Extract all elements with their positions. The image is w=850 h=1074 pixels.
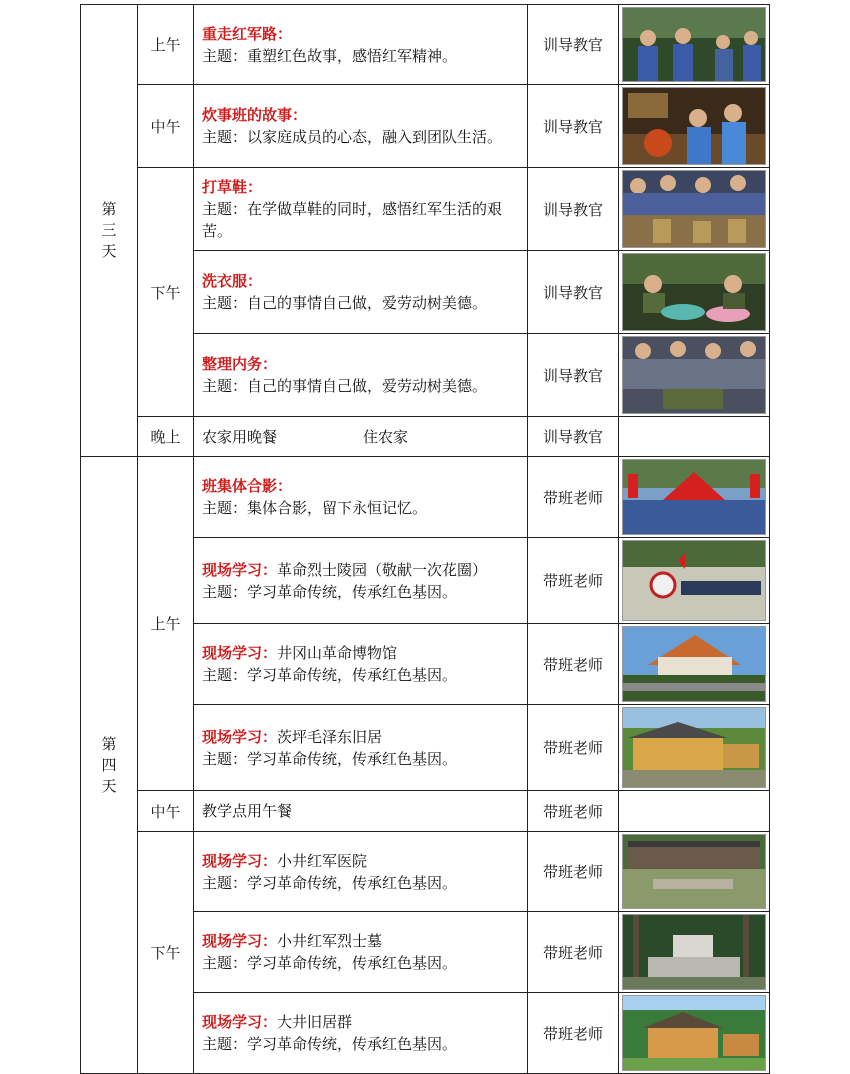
cooking-students-photo xyxy=(622,87,766,165)
museum-photo xyxy=(622,626,766,702)
teacher-cell: 训导教官 xyxy=(528,85,619,168)
former-residence-photo xyxy=(622,707,766,788)
schedule-table xyxy=(80,4,770,1074)
day-four-label: 第 四 天 xyxy=(81,457,138,1074)
table-row xyxy=(81,832,770,912)
photo-cell xyxy=(619,912,770,993)
teacher-cell: 训导教官 xyxy=(528,168,619,251)
activity-subject: 主题：集体合影，留下永恒记忆。 xyxy=(202,499,428,517)
activity-title: 现场学习：革命烈士陵园（敬献一次花圈） xyxy=(202,560,488,579)
activity-cell xyxy=(194,334,528,417)
activity-cell xyxy=(194,791,528,832)
activity-cell xyxy=(194,993,528,1074)
activity-subject: 主题：学习革命传统，传承红色基因。 xyxy=(202,582,458,601)
table-row xyxy=(81,791,770,832)
hiking-students-photo xyxy=(622,7,766,82)
activity-cell xyxy=(194,168,528,251)
period-afternoon: 下午 xyxy=(138,168,194,417)
period-noon: 中午 xyxy=(138,85,194,168)
table-row xyxy=(81,168,770,251)
activity-title: 班集体合影： xyxy=(202,477,293,495)
period-noon: 中午 xyxy=(138,791,194,832)
activity-subject: 主题：学习革命传统，传承红色基因。 xyxy=(202,666,458,684)
activity-cell xyxy=(194,457,528,538)
activity-title: 现场学习：大井旧居群 xyxy=(202,1013,353,1031)
activity-title: 整理内务： xyxy=(202,355,278,373)
activity-title: 现场学习：小井红军烈士墓 xyxy=(202,932,383,950)
table-row xyxy=(81,5,770,85)
martyrs-tomb-photo xyxy=(622,914,766,990)
activity-title: 炊事班的故事： xyxy=(202,106,308,124)
teacher-cell: 带班老师 xyxy=(528,912,619,993)
activity-cell xyxy=(194,538,528,624)
straw-sandals-photo xyxy=(622,170,766,248)
activity-cell xyxy=(194,912,528,993)
activity-cell xyxy=(194,705,528,791)
photo-cell xyxy=(619,538,770,624)
activity-cell xyxy=(194,85,528,168)
teacher-cell: 带班老师 xyxy=(528,791,619,832)
teacher-cell: 带班老师 xyxy=(528,457,619,538)
table-row xyxy=(81,85,770,168)
photo-cell xyxy=(619,334,770,417)
photo-cell xyxy=(619,624,770,705)
activity-subject: 主题：自己的事情自己做，爱劳动树美德。 xyxy=(202,294,488,312)
table-row xyxy=(81,457,770,538)
activity-cell xyxy=(194,417,528,457)
activity-title: 洗衣服： xyxy=(202,272,263,290)
group-photo xyxy=(622,459,766,535)
photo-cell-empty xyxy=(619,791,770,832)
activity-subject: 主题：自己的事情自己做，爱劳动树美德。 xyxy=(202,377,488,395)
period-morning: 上午 xyxy=(138,5,194,85)
period-afternoon: 下午 xyxy=(138,832,194,1074)
photo-cell xyxy=(619,832,770,912)
activity-title: 打草鞋： xyxy=(202,178,263,196)
activity-subject: 主题：以家庭成员的心态，融入到团队生活。 xyxy=(202,128,503,146)
period-morning: 上午 xyxy=(138,457,194,791)
activity-plain-2: 住农家 xyxy=(363,427,409,446)
red-army-hospital-photo xyxy=(622,834,766,909)
teacher-cell: 带班老师 xyxy=(528,832,619,912)
activity-title: 现场学习：茨坪毛泽东旧居 xyxy=(202,727,383,746)
photo-cell xyxy=(619,705,770,791)
folding-quilts-photo xyxy=(622,336,766,414)
activity-subject: 主题：在学做草鞋的同时，感悟红军生活的艰苦。 xyxy=(202,200,503,240)
activity-cell xyxy=(194,251,528,334)
photo-cell-empty xyxy=(619,417,770,457)
photo-cell xyxy=(619,457,770,538)
period-evening: 晚上 xyxy=(138,417,194,457)
activity-subject: 主题：重塑红色故事，感悟红军精神。 xyxy=(202,46,458,65)
activity-plain: 教学点用午餐 xyxy=(202,802,293,820)
teacher-cell: 训导教官 xyxy=(528,5,619,85)
dajing-houses-photo xyxy=(622,995,766,1071)
photo-cell xyxy=(619,85,770,168)
table-row xyxy=(81,417,770,457)
activity-subject: 主题：学习革命传统，传承红色基因。 xyxy=(202,873,458,892)
washing-clothes-photo xyxy=(622,253,766,331)
activity-title: 重走红军路： xyxy=(202,24,293,43)
cemetery-wreath-photo xyxy=(622,540,766,621)
photo-cell xyxy=(619,993,770,1074)
activity-subject: 主题：学习革命传统，传承红色基因。 xyxy=(202,749,458,768)
activity-plain: 农家用晚餐 xyxy=(202,427,278,446)
photo-cell xyxy=(619,5,770,85)
activity-cell xyxy=(194,832,528,912)
teacher-cell: 训导教官 xyxy=(528,251,619,334)
photo-cell xyxy=(619,251,770,334)
teacher-cell: 带班老师 xyxy=(528,993,619,1074)
activity-subject: 主题：学习革命传统，传承红色基因。 xyxy=(202,1035,458,1053)
teacher-cell: 训导教官 xyxy=(528,417,619,457)
activity-title: 现场学习：井冈山革命博物馆 xyxy=(202,644,398,662)
activity-cell xyxy=(194,624,528,705)
activity-title: 现场学习：小井红军医院 xyxy=(202,851,368,870)
teacher-cell: 带班老师 xyxy=(528,705,619,791)
day-three-label: 第 三 天 xyxy=(81,5,138,457)
activity-subject: 主题：学习革命传统，传承红色基因。 xyxy=(202,954,458,972)
teacher-cell: 带班老师 xyxy=(528,624,619,705)
activity-cell xyxy=(194,5,528,85)
teacher-cell: 训导教官 xyxy=(528,334,619,417)
photo-cell xyxy=(619,168,770,251)
teacher-cell: 带班老师 xyxy=(528,538,619,624)
